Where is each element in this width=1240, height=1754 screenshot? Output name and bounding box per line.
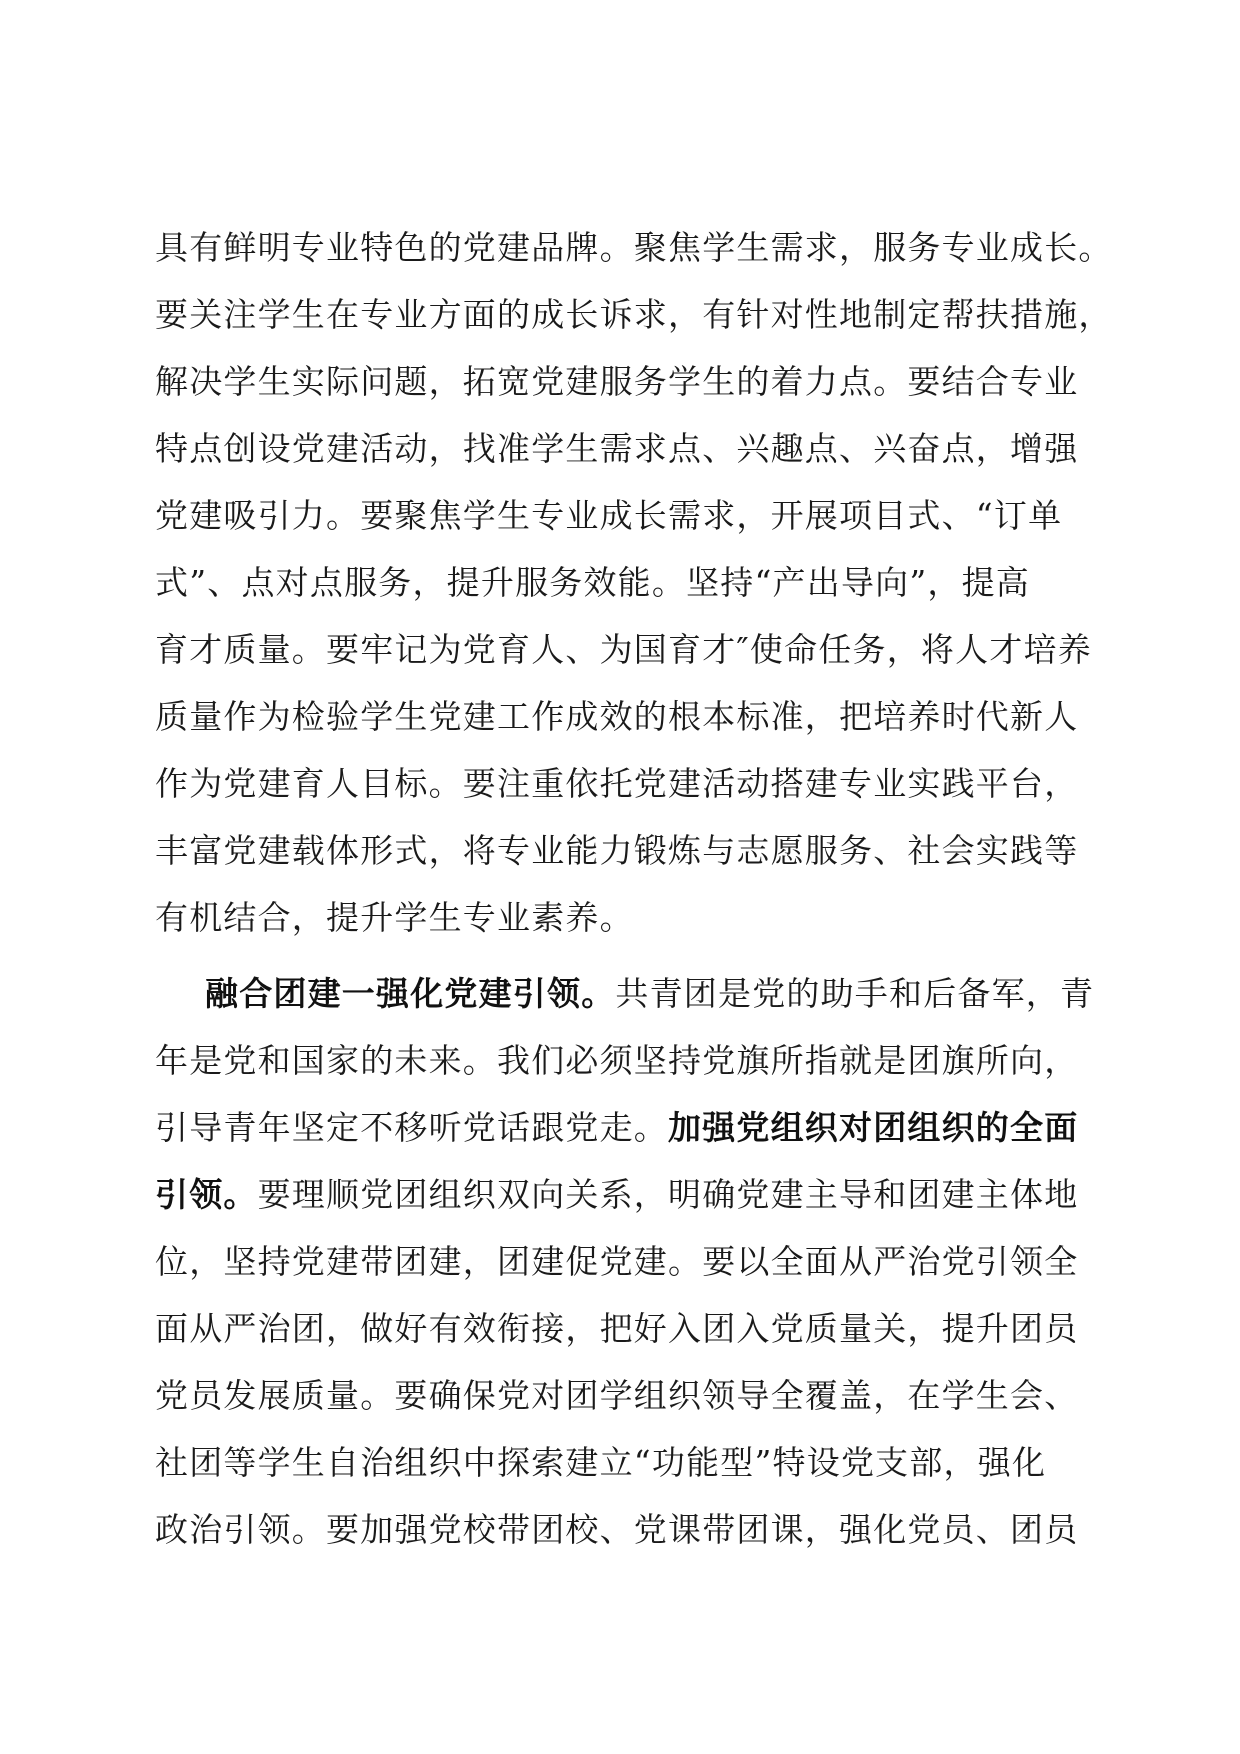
text-segment: 有机结合，提升学生专业素养。	[155, 898, 634, 937]
text-line	[155, 553, 1085, 613]
text-line	[155, 1098, 1085, 1158]
text-line	[155, 1500, 1085, 1560]
text-segment: 要关注学生在专业方面的成长诉求，有针对性地制定帮扶措施，	[155, 295, 1113, 334]
text-line	[155, 1433, 1085, 1493]
text-segment: 社团等学生自治组织中探索建立“功能型”特设党支部，强化	[155, 1443, 1047, 1482]
text-segment: 质量作为检验学生党建工作成效的根本标准，把培养时代新人	[155, 697, 1079, 736]
text-line	[155, 1232, 1085, 1292]
text-line	[155, 754, 1085, 814]
text-line	[155, 888, 1085, 948]
text-line	[155, 352, 1085, 412]
text-segment: 作为党建育人目标。要注重依托党建活动搭建专业实践平台，	[155, 764, 1079, 803]
text-segment: 共青团是党的助手和后备军，青	[615, 974, 1095, 1013]
text-segment: 要理顺党团组织双向关系，明确党建主导和团建主体地	[257, 1175, 1079, 1214]
paragraph-first-line	[205, 964, 1095, 1024]
text-line	[155, 821, 1085, 881]
text-segment: 具有鲜明专业特色的党建品牌。聚焦学生需求，服务专业成长。	[155, 228, 1113, 267]
text-segment: 党建吸引力。要聚焦学生专业成长需求，开展项目式、“订单	[155, 496, 1063, 535]
text-segment: 特点创设党建活动，找准学生需求点、兴趣点、兴奋点，增强	[155, 429, 1079, 468]
text-line	[155, 1031, 1085, 1091]
text-line	[155, 687, 1085, 747]
text-line	[155, 486, 1085, 546]
text-segment: 政治引领。要加强党校带团校、党课带团课，强化党员、团员	[155, 1510, 1079, 1549]
text-segment: 解决学生实际问题，拓宽党建服务学生的着力点。要结合专业	[155, 362, 1079, 401]
subheading-segment: 加强党组织对团组织的全面	[668, 1108, 1079, 1147]
text-segment: 育才质量。要牢记为党育人、为国育才″使命任务，将人才培养	[155, 630, 1092, 669]
text-line	[155, 1165, 1085, 1225]
text-line	[155, 419, 1085, 479]
section-heading: 融合团建一强化党建引领。	[205, 974, 616, 1013]
text-segment: 党员发展质量。要确保党对团学组织领导全覆盖，在学生会、	[155, 1376, 1079, 1415]
text-segment: 式”、点对点服务，提升服务效能。坚持“产出导向”，提高	[155, 563, 1031, 602]
subheading-segment: 引领。	[155, 1175, 258, 1214]
text-segment: 丰富党建载体形式，将专业能力锻炼与志愿服务、社会实践等	[155, 831, 1079, 870]
text-segment: 面从严治团，做好有效衔接，把好入团入党质量关，提升团员	[155, 1309, 1079, 1348]
text-line	[155, 1299, 1085, 1359]
text-line	[155, 1366, 1085, 1426]
text-line	[155, 285, 1113, 345]
text-segment: 引导青年坚定不移听党话跟党走。	[155, 1108, 668, 1147]
text-line	[155, 218, 1113, 278]
text-line	[155, 620, 1092, 680]
text-segment: 位，坚持党建带团建，团建促党建。要以全面从严治党引领全	[155, 1242, 1079, 1281]
text-segment: 年是党和国家的未来。我们必须坚持党旗所指就是团旗所向，	[155, 1041, 1079, 1080]
